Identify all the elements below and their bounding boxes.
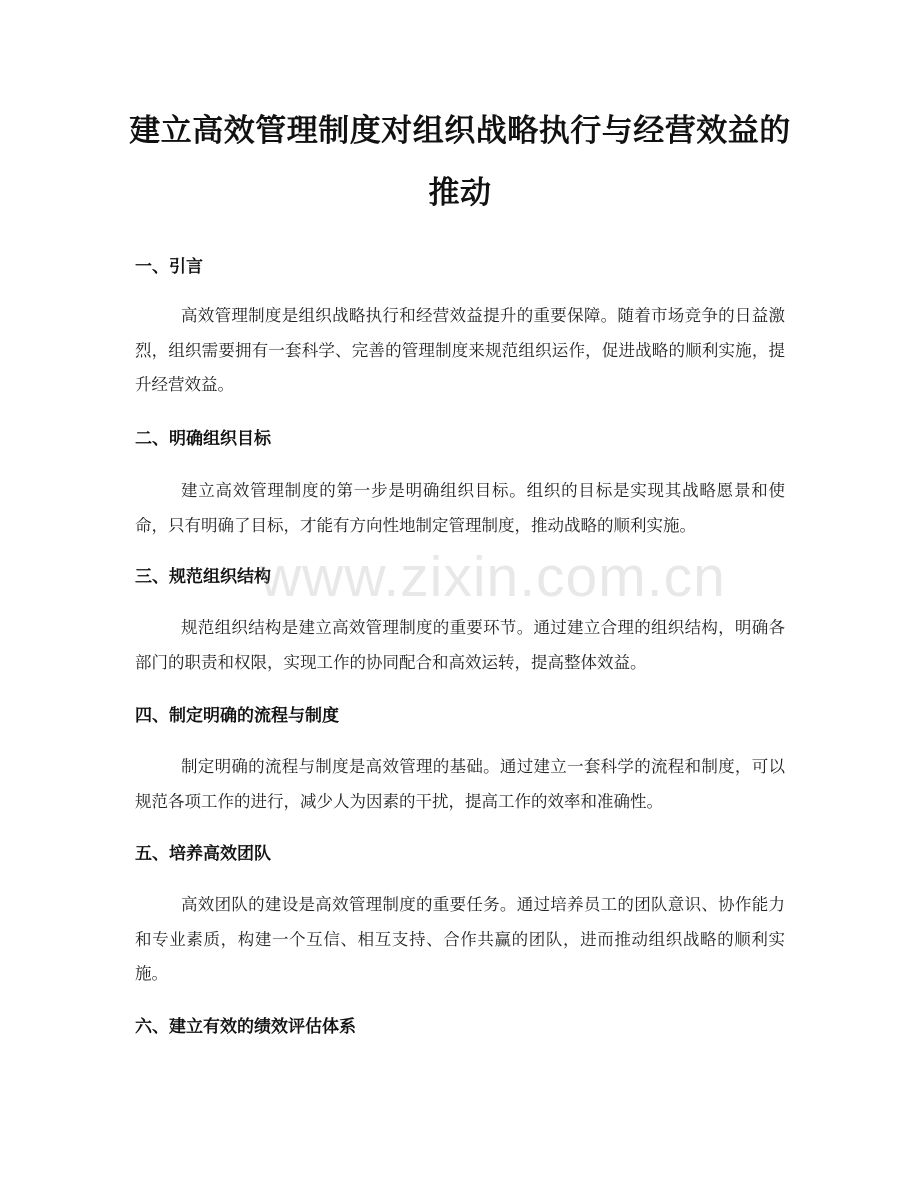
section-paragraph-structure: 规范组织结构是建立高效管理制度的重要环节。通过建立合理的组织结构，明确各部门的职责和权限，实现工作的协同配合和高效运转，提高整体效益。 bbox=[135, 618, 785, 672]
section-heading-structure: 三、规范组织结构 bbox=[135, 567, 271, 587]
section-heading-introduction: 一、引言 bbox=[135, 257, 203, 277]
section-heading-process: 四、制定明确的流程与制度 bbox=[135, 706, 339, 726]
watermark-text: www.zixin.com.cn bbox=[260, 545, 726, 609]
section-paragraph-process: 制定明确的流程与制度是高效管理的基础。通过建立一套科学的流程和制度，可以规范各项工作的进行，减少人为因素的干扰，提高工作的效率和准确性。 bbox=[135, 757, 785, 811]
section-paragraph-introduction: 高效管理制度是组织战略执行和经营效益提升的重要保障。随着市场竞争的日益激烈，组织需要拥有一套科学、完善的管理制度来规范组织运作，促进战略的顺利实施，提升经营效益。 bbox=[135, 306, 785, 394]
section-heading-performance: 六、建立有效的绩效评估体系 bbox=[135, 1017, 356, 1037]
document-title: 建立高效管理制度对组织战略执行与经营效益的推动 bbox=[129, 113, 791, 211]
section-heading-team: 五、培养高效团队 bbox=[135, 844, 271, 864]
section-heading-goals: 二、明确组织目标 bbox=[135, 429, 271, 449]
section-paragraph-goals: 建立高效管理制度的第一步是明确组织目标。组织的目标是实现其战略愿景和使命，只有明确了目标，才能有方向性地制定管理制度，推动战略的顺利实施。 bbox=[135, 481, 785, 535]
section-paragraph-team: 高效团队的建设是高效管理制度的重要任务。通过培养员工的团队意识、协作能力和专业素质，构建一个互信、相互支持、合作共赢的团队，进而推动组织战略的顺利实施。 bbox=[135, 895, 785, 983]
